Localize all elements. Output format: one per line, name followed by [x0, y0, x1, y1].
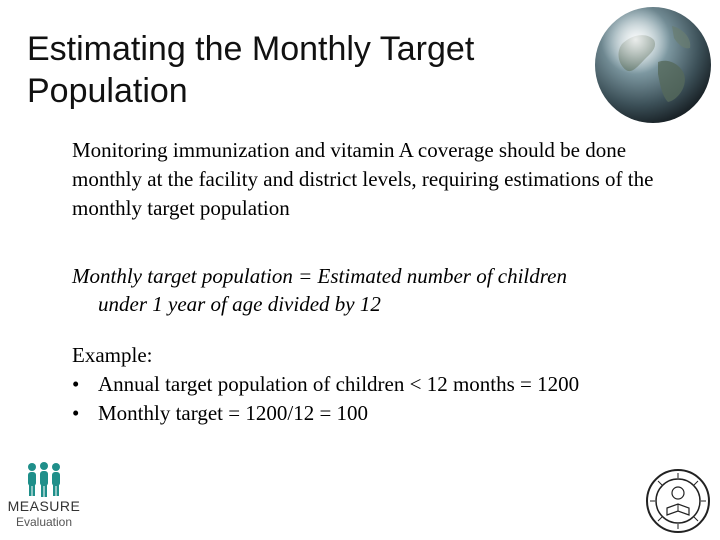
example-label: Example:	[72, 343, 153, 367]
logo-subtitle: Evaluation	[15, 515, 73, 529]
formula-line-1: Monthly target population = Estimated number of children	[72, 264, 567, 288]
intro-paragraph: Monitoring immunization and vitamin A coverage should be done monthly at the facility and district levels, requiring estimations of the monthly target population	[72, 138, 654, 220]
globe-icon	[592, 4, 714, 126]
formula-line-2: under 1 year of age divided by 12	[98, 292, 381, 316]
bullet-icon: •	[72, 401, 80, 425]
bullet-icon: •	[72, 372, 80, 396]
bullet-text: Annual target population of children < 12 months = 1200	[98, 372, 580, 396]
list-item	[72, 370, 692, 399]
list-item	[72, 399, 692, 428]
university-seal-icon	[645, 468, 711, 534]
measure-evaluation-logo	[6, 462, 82, 534]
people-icon	[24, 462, 64, 498]
bullet-text: Monthly target = 1200/12 = 100	[98, 401, 369, 425]
logo-brand: MEASURE	[7, 498, 81, 514]
slide-title: Estimating the Monthly Target Population	[27, 30, 475, 110]
formula-text	[72, 262, 692, 318]
example-block	[72, 341, 692, 428]
